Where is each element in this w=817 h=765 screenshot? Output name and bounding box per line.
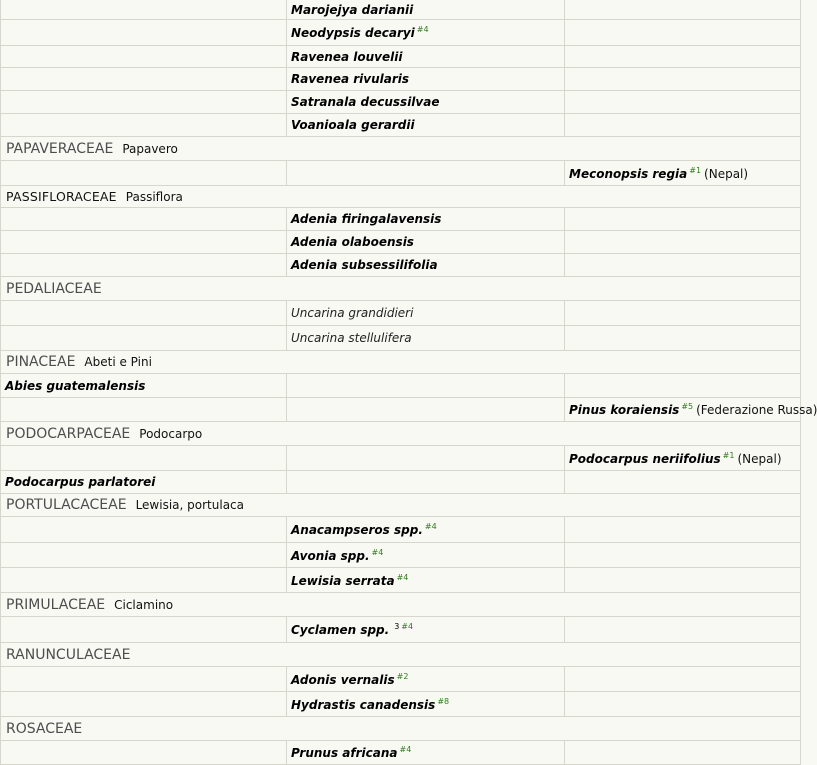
species-cell xyxy=(287,91,565,114)
species-row xyxy=(1,471,801,494)
family-cell xyxy=(1,494,801,517)
empty-cell xyxy=(1,517,287,543)
empty-cell xyxy=(1,208,287,231)
species-row xyxy=(1,568,801,593)
species-name: Lewisia serrata xyxy=(291,573,395,588)
species-cell xyxy=(287,46,565,68)
empty-cell xyxy=(565,231,801,254)
empty-cell xyxy=(1,0,287,20)
species-cell xyxy=(287,208,565,231)
family-name: PAPAVERACEAE xyxy=(6,140,114,157)
empty-cell xyxy=(1,161,287,186)
species-cell xyxy=(565,446,801,471)
species-name: Podocarpus parlatorei xyxy=(5,475,156,489)
species-cell xyxy=(1,374,287,398)
species-cell xyxy=(287,68,565,91)
empty-cell xyxy=(1,568,287,593)
species-name: Podocarpus neriifolius xyxy=(569,451,721,466)
empty-cell xyxy=(565,46,801,68)
annotation-note: #4 xyxy=(371,547,384,557)
species-row xyxy=(1,517,801,543)
empty-cell xyxy=(565,208,801,231)
species-row xyxy=(1,20,801,46)
species-name: Satranala decussilvae xyxy=(291,95,440,109)
species-cell xyxy=(287,617,565,643)
family-name: PINACEAE xyxy=(6,354,76,370)
family-name: PEDALIACEAE xyxy=(6,280,102,297)
species-cell xyxy=(287,114,565,137)
empty-cell xyxy=(1,446,287,471)
family-cell xyxy=(1,186,801,208)
empty-cell xyxy=(1,326,287,351)
species-row xyxy=(1,741,801,765)
family-row xyxy=(1,593,801,617)
annotation-note: #4 xyxy=(396,572,409,582)
empty-cell xyxy=(287,374,565,398)
family-cell xyxy=(1,277,801,301)
species-row xyxy=(1,446,801,471)
species-cell xyxy=(287,568,565,593)
species-cell xyxy=(287,301,565,326)
family-cell xyxy=(1,422,801,446)
empty-cell xyxy=(1,543,287,568)
species-row xyxy=(1,91,801,114)
species-name: Prunus africana xyxy=(291,746,398,760)
common-name: Abeti e Pini xyxy=(84,355,152,369)
empty-cell xyxy=(565,471,801,494)
empty-cell xyxy=(565,0,801,20)
empty-cell xyxy=(1,398,287,422)
species-name: Voanioala gerardii xyxy=(291,118,415,132)
species-row xyxy=(1,0,801,20)
common-name: Ciclamino xyxy=(114,597,174,612)
species-name: Cyclamen spp. xyxy=(291,623,390,637)
empty-cell xyxy=(565,692,801,717)
species-cell xyxy=(565,161,801,186)
footnote-number: 3 xyxy=(394,622,400,631)
common-name: Podocarpo xyxy=(139,426,203,441)
species-cell xyxy=(287,254,565,277)
species-name: Uncarina stellulifera xyxy=(291,331,412,345)
species-row xyxy=(1,543,801,568)
species-name: Adonis vernalis xyxy=(291,672,395,687)
empty-cell xyxy=(565,741,801,765)
annotation-note: #8 xyxy=(437,696,450,706)
annotation-note: #2 xyxy=(396,671,409,681)
species-row xyxy=(1,667,801,692)
empty-cell xyxy=(565,68,801,91)
species-row xyxy=(1,161,801,186)
species-name: Avonia spp. xyxy=(291,548,370,563)
species-cell xyxy=(287,517,565,543)
empty-cell xyxy=(287,446,565,471)
family-cell xyxy=(1,351,801,374)
country-label: (Federazione Russa) xyxy=(696,403,817,417)
species-name: Pinus koraiensis xyxy=(569,403,680,417)
family-name: PRIMULACEAE xyxy=(6,596,106,613)
empty-cell xyxy=(1,254,287,277)
species-cell xyxy=(565,398,817,422)
empty-cell xyxy=(1,692,287,717)
species-cell xyxy=(287,667,565,692)
species-cell xyxy=(287,20,565,46)
species-row xyxy=(1,46,801,68)
species-name: Adenia olaboensis xyxy=(291,235,414,249)
empty-cell xyxy=(565,114,801,137)
empty-cell xyxy=(1,114,287,137)
annotation-note: #4 xyxy=(399,745,412,754)
family-cell xyxy=(1,137,801,161)
species-name: Adenia subsessilifolia xyxy=(291,258,438,272)
family-cell xyxy=(1,593,801,617)
annotation-note: #5 xyxy=(681,402,694,411)
empty-cell xyxy=(565,568,801,593)
empty-cell xyxy=(1,20,287,46)
species-row xyxy=(1,231,801,254)
species-cell xyxy=(287,741,565,765)
species-row xyxy=(1,326,801,351)
family-row xyxy=(1,186,801,208)
empty-cell xyxy=(565,254,801,277)
family-row xyxy=(1,137,801,161)
family-name: PODOCARPACEAE xyxy=(6,425,131,442)
species-row xyxy=(1,68,801,91)
species-cell xyxy=(287,692,565,717)
country-label: (Nepal) xyxy=(737,451,782,466)
family-name: ROSACEAE xyxy=(6,720,83,737)
species-name: Meconopsis regia xyxy=(569,166,688,181)
empty-cell xyxy=(1,617,287,643)
family-row xyxy=(1,422,801,446)
common-name: Lewisia, portulaca xyxy=(135,498,244,512)
family-cell xyxy=(1,717,801,741)
species-cell xyxy=(287,543,565,568)
species-row xyxy=(1,692,801,717)
family-cell xyxy=(1,643,801,667)
empty-cell xyxy=(1,667,287,692)
empty-cell xyxy=(565,543,801,568)
species-cell xyxy=(287,231,565,254)
family-row xyxy=(1,494,801,517)
species-row xyxy=(1,301,801,326)
annotation-note: #4 xyxy=(416,25,429,34)
species-name: Neodypsis decaryi xyxy=(291,26,415,40)
species-name: Ravenea louvelii xyxy=(291,49,403,64)
species-name: Hydrastis canadensis xyxy=(291,697,436,712)
species-name: Abies guatemalensis xyxy=(5,378,146,393)
annotation-note: #1 xyxy=(722,450,735,460)
species-name: Adenia firingalavensis xyxy=(291,212,442,226)
species-cell xyxy=(1,471,287,494)
family-row xyxy=(1,351,801,374)
empty-cell xyxy=(1,91,287,114)
empty-cell xyxy=(565,20,801,46)
empty-cell xyxy=(565,517,801,543)
empty-cell xyxy=(1,231,287,254)
family-row xyxy=(1,643,801,667)
species-name: Marojejya darianii xyxy=(291,2,414,17)
country-label: (Nepal) xyxy=(704,166,749,181)
empty-cell xyxy=(1,301,287,326)
species-name: Uncarina grandidieri xyxy=(291,306,414,320)
empty-cell xyxy=(1,46,287,68)
species-row xyxy=(1,374,801,398)
family-name: RANUNCULACEAE xyxy=(6,646,131,663)
annotation-note: #1 xyxy=(689,165,702,175)
family-row xyxy=(1,717,801,741)
species-row xyxy=(1,208,801,231)
family-row xyxy=(1,277,801,301)
species-row xyxy=(1,254,801,277)
species-name: Anacampseros spp. xyxy=(291,523,423,537)
family-name: PASSIFLORACEAE xyxy=(6,189,117,204)
common-name: Passiflora xyxy=(125,190,183,204)
empty-cell xyxy=(565,617,801,643)
common-name: Papavero xyxy=(122,141,178,156)
empty-cell xyxy=(287,161,565,186)
empty-cell xyxy=(1,741,287,765)
annotation-note: #4 xyxy=(424,522,437,531)
species-cell xyxy=(287,326,565,351)
empty-cell xyxy=(287,471,565,494)
species-cell xyxy=(287,0,565,20)
empty-cell xyxy=(565,374,801,398)
family-name: PORTULACACEAE xyxy=(6,497,127,513)
empty-cell xyxy=(565,301,801,326)
species-name: Ravenea rivularis xyxy=(291,72,410,86)
empty-cell xyxy=(565,667,801,692)
species-row xyxy=(1,617,801,643)
annotation-note: #4 xyxy=(401,622,414,631)
empty-cell xyxy=(1,68,287,91)
species-row xyxy=(1,398,801,422)
empty-cell xyxy=(287,398,565,422)
species-row xyxy=(1,114,801,137)
empty-cell xyxy=(565,91,801,114)
table-body xyxy=(1,0,817,765)
empty-cell xyxy=(565,326,801,351)
